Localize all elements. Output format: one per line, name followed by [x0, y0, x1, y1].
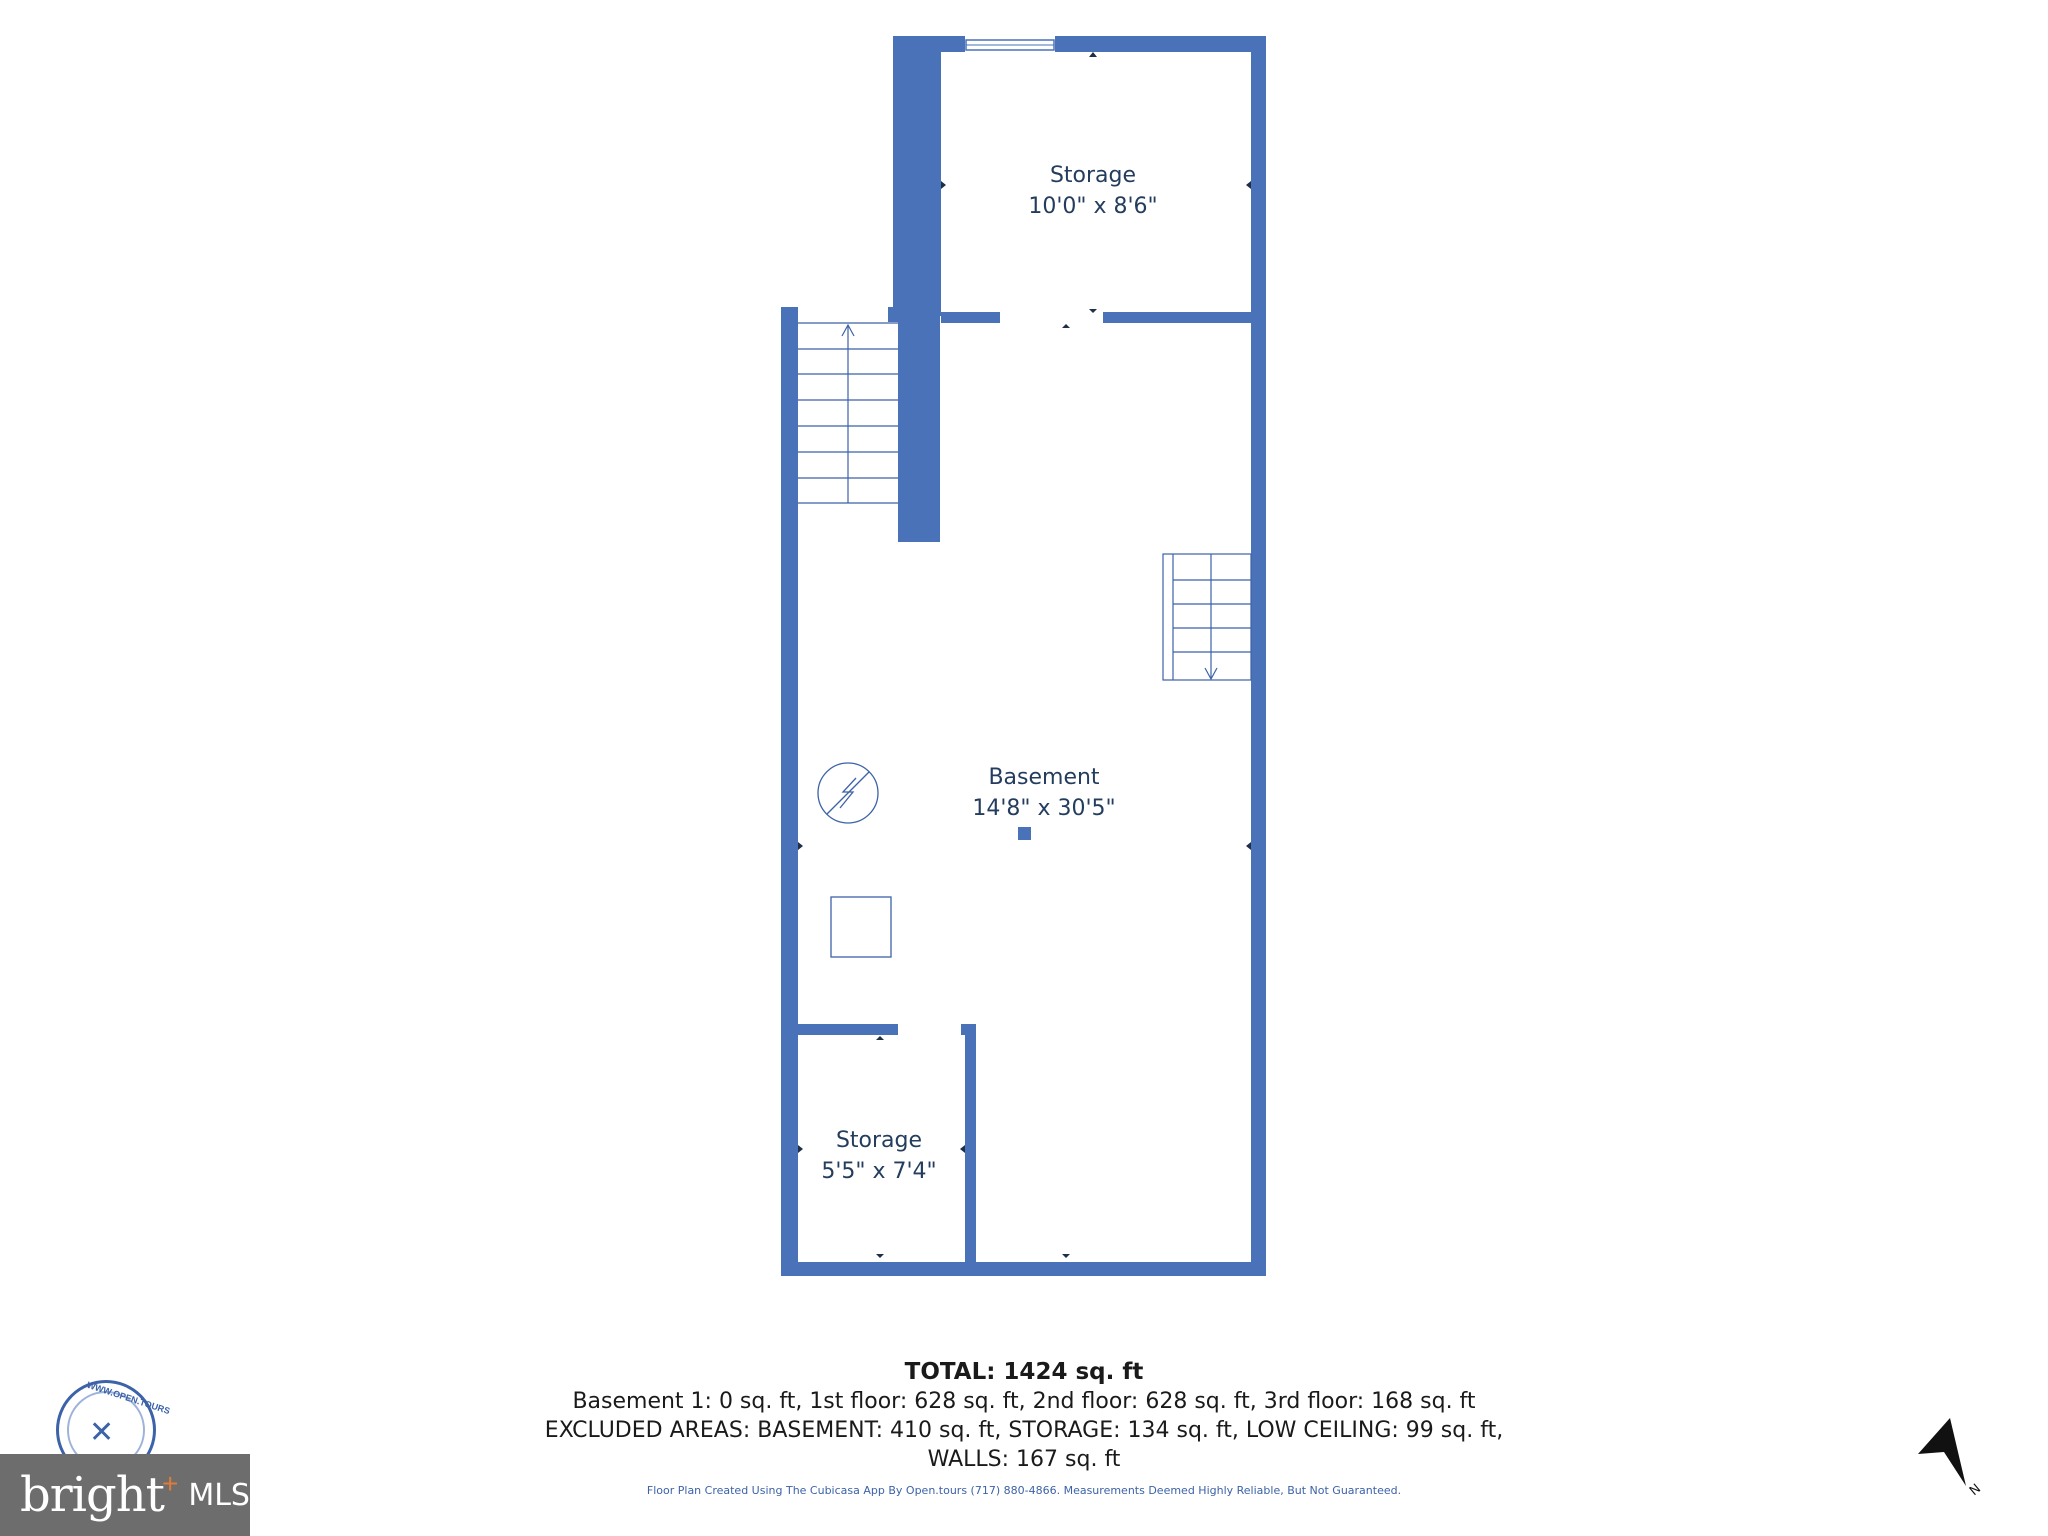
excluded-areas-walls: WALLS: 167 sq. ft	[927, 1447, 1121, 1472]
wall-bottom-storage-top	[781, 1024, 898, 1035]
wall-bottom-storage-right	[965, 1024, 976, 1270]
total-area: TOTAL: 1424 sq. ft	[904, 1359, 1144, 1385]
compass-label: N	[1966, 1481, 1985, 1500]
floor-areas: Basement 1: 0 sq. ft, 1st floor: 628 sq. ft, 2nd floor: 628 sq. ft, 3rd floor: 168 sq. ft	[572, 1389, 1476, 1414]
area-summary	[0, 1358, 2048, 1500]
wall-top-storage-top-right	[1055, 36, 1266, 52]
walls	[781, 36, 1266, 1276]
watermark-plus-icon: +	[161, 1468, 179, 1499]
watermark-suffix: MLS	[188, 1477, 250, 1513]
watermark-brand: bright	[20, 1467, 164, 1523]
room-label-storage-top	[1028, 163, 1157, 219]
room-label-basement	[972, 765, 1115, 821]
stairs-up	[798, 323, 898, 503]
wall-storage-divider-left	[941, 312, 1000, 323]
wall-right	[1251, 36, 1266, 1276]
svg-text:Basement: Basement	[988, 765, 1100, 790]
appliance-box	[831, 897, 891, 957]
dimension-markers	[798, 52, 1251, 1258]
bright-mls-watermark	[0, 1454, 250, 1536]
room-label-storage-bottom	[821, 1128, 936, 1184]
floorplan-credit: Floor Plan Created Using The Cubicasa App By Open.tours (717) 880-4866. Measurements Deemed Highly Reliable, But Not Guaranteed.	[646, 1484, 1402, 1497]
svg-text:14'8" x 30'5": 14'8" x 30'5"	[972, 796, 1116, 821]
stairs-down	[1163, 554, 1251, 680]
excluded-areas: EXCLUDED AREAS: BASEMENT: 410 sq. ft, STORAGE: 134 sq. ft, LOW CEILING: 99 sq. ft,	[544, 1418, 1504, 1443]
electrical-panel-icon	[818, 763, 878, 823]
support-column	[1018, 827, 1031, 840]
svg-text:10'0" x 8'6": 10'0" x 8'6"	[1028, 194, 1158, 219]
wall-bottom	[781, 1262, 1266, 1276]
wall-left-top-stub	[888, 307, 898, 322]
wall-left	[781, 307, 798, 1276]
wall-chimney-lower	[898, 316, 940, 542]
window-top	[966, 40, 1054, 50]
svg-text:Storage: Storage	[835, 1128, 923, 1153]
svg-text:Storage: Storage	[1049, 163, 1137, 188]
wall-storage-divider-right	[1103, 312, 1253, 323]
wall-chimney	[893, 36, 941, 316]
open-tours-logo-icon: WWW.OPEN.TOURS ✕	[56, 1380, 156, 1480]
north-arrow-icon	[1908, 1410, 1988, 1500]
svg-text:5'5" x 7'4": 5'5" x 7'4"	[821, 1159, 937, 1184]
